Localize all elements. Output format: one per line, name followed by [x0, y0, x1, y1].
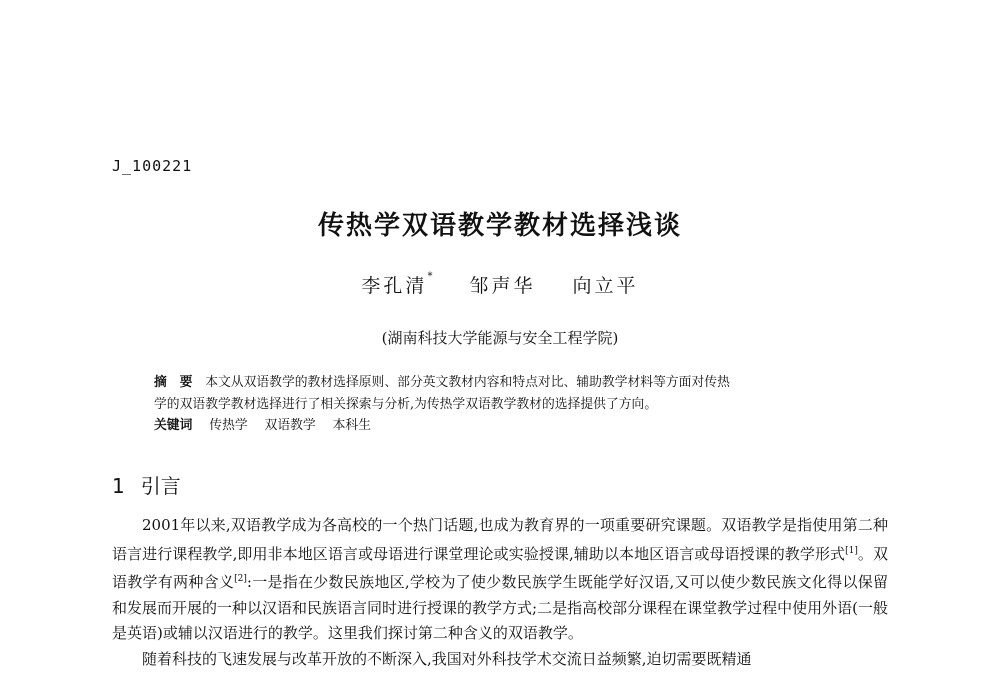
paragraph-1	[112, 513, 888, 647]
paragraph-1-part-b: 。双语教学有两种含义	[112, 544, 888, 591]
keywords	[154, 415, 371, 437]
section-title: 引言	[140, 474, 181, 498]
author-1	[361, 271, 433, 297]
body-text	[112, 513, 888, 672]
author-2: 邹声华	[469, 275, 536, 297]
author-list	[0, 271, 1000, 298]
keyword-3: 本科生	[332, 418, 371, 433]
citation-2: [2]	[234, 574, 247, 584]
keyword-2: 双语教学	[264, 418, 316, 433]
paragraph-2: 随着科技的飞速发展与改革开放的不断深入,我国对外科技学术交流日益频繁,迫切需要既精通	[142, 649, 752, 668]
author-1-name: 李孔清	[361, 275, 428, 297]
keyword-1: 传热学	[209, 418, 248, 433]
abstract-label: 摘 要	[154, 375, 193, 390]
document-id: J_100221	[112, 157, 193, 175]
abstract-text-1: 本文从双语教学的教材选择原则、部分英文教材内容和特点对比、辅助教学材料等方面对传热	[205, 375, 730, 390]
corresponding-author-mark: *	[427, 271, 433, 282]
citation-1: [1]	[845, 545, 858, 556]
abstract-line-2: 学的双语教学教材选择进行了相关探索与分析,为传热学双语教学教材的选择提供了方向。	[154, 397, 658, 412]
section-number: 1	[112, 474, 125, 498]
paragraph-1-part-a: 2001年以来,双语教学成为各高校的一个热门话题,也成为教育界的一项重要研究课题。双语教学是指使用第二种语言进行课程教学,即用非本地区语言或母语进行课堂理论或实验授课,辅助以本地区语言或母语授课的教学形式	[112, 516, 888, 563]
paper-title: 传热学双语教学教材选择浅谈	[317, 211, 682, 241]
paragraph-1-part-c: :一是指在少数民族地区,学校为了使少数民族学生既能学好汉语,又可以使少数民族文化得以保留和发展而开展的一种以汉语和民族语言同时进行授课的教学方式;二是指高校部分课程在课堂教学过程中使用外语(一般是英语)或辅以汉语进行的教学。这里我们探讨第二种含义的双语教学。	[112, 573, 888, 642]
abstract	[154, 372, 854, 416]
section-heading	[112, 470, 181, 499]
affiliation: (湖南科技大学能源与安全工程学院)	[381, 329, 619, 347]
author-3: 向立平	[572, 275, 639, 297]
keywords-label: 关键词	[154, 418, 193, 433]
abstract-line-1	[154, 372, 854, 394]
